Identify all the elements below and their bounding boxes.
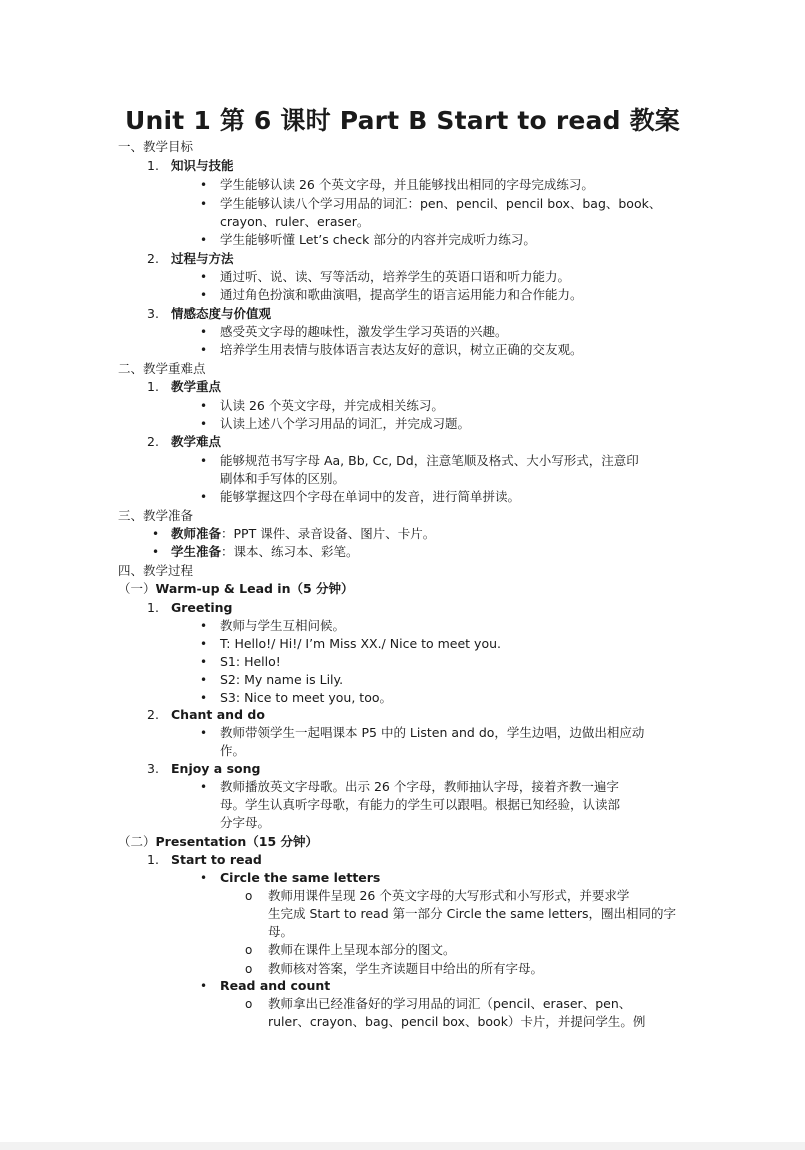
- page-title: Unit 1 第 6 课时 Part B Start to read 教案: [125, 106, 680, 135]
- bullet-icon: •: [200, 619, 208, 633]
- list-item: 通过角色扮演和歌曲演唱，提高学生的语言运用能力和合作能力。: [220, 287, 583, 302]
- bullet-icon: •: [200, 270, 208, 284]
- bullet-icon: •: [200, 197, 208, 211]
- list-number: 3.: [147, 761, 159, 776]
- subsection-time: （5 分钟）: [290, 581, 354, 596]
- list-item: 教师用课件呈现 26 个英文字母的大写形式和小写形式，并要求学: [268, 888, 630, 903]
- list-item-continued: 母。学生认真听字母歌，有能力的学生可以跟唱。根据已知经验，认读部: [220, 797, 621, 812]
- bullet-icon: •: [152, 527, 160, 541]
- list-number: 2.: [147, 251, 159, 266]
- list-item: 学生能够听懂 Let’s check 部分的内容并完成听力练习。: [220, 232, 536, 247]
- list-number: 1.: [147, 158, 159, 173]
- list-number: 1.: [147, 852, 159, 867]
- subheading-process-methods: 过程与方法: [171, 251, 234, 266]
- list-item: 认读 26 个英文字母，并完成相关练习。: [220, 398, 444, 413]
- bullet-icon: •: [200, 417, 208, 431]
- list-item-continued: 分字母。: [220, 815, 271, 830]
- section-heading-key-points: 二、教学重难点: [118, 361, 206, 376]
- list-item: 培养学生用表情与肢体语言表达友好的意识，树立正确的交友观。: [220, 342, 583, 357]
- bullet-icon: •: [200, 288, 208, 302]
- subsection-prefix: （一）: [118, 581, 156, 596]
- list-item: 教师核对答案，学生齐读题目中给出的所有字母。: [268, 961, 544, 976]
- list-item: [171, 525, 435, 543]
- list-number: 2.: [147, 707, 159, 722]
- bullet-icon: •: [200, 871, 208, 885]
- activity-circle-letters: Circle the same letters: [220, 870, 381, 885]
- section-heading-procedure: 四、教学过程: [118, 563, 194, 578]
- bullet-icon: •: [200, 399, 208, 413]
- page-bottom-edge: [0, 1142, 805, 1150]
- list-item: 教师与学生互相问候。: [220, 618, 346, 633]
- bullet-icon: •: [200, 233, 208, 247]
- circle-bullet-icon: o: [245, 943, 253, 957]
- activity-read-count: Read and count: [220, 978, 331, 993]
- subheading-attitude-values: 情感态度与价值观: [171, 306, 272, 321]
- subheading-difficulties: 教学难点: [171, 434, 222, 449]
- bullet-icon: •: [152, 545, 160, 559]
- circle-bullet-icon: o: [245, 889, 253, 903]
- bullet-icon: •: [200, 655, 208, 669]
- circle-bullet-icon: o: [245, 962, 253, 976]
- list-item-continued: ruler、crayon、bag、pencil box、book）卡片，并提问学生。例: [268, 1014, 646, 1029]
- list-item: S3: Nice to meet you, too。: [220, 690, 392, 705]
- list-item: 感受英文字母的趣味性，激发学生学习英语的兴趣。: [220, 324, 508, 339]
- list-item: T: Hello!/ Hi!/ I’m Miss XX./ Nice to meet you.: [220, 636, 501, 651]
- bullet-icon: •: [200, 780, 208, 794]
- subheading-start-to-read: Start to read: [171, 852, 262, 867]
- teacher-prep-label: 教师准备: [171, 526, 222, 541]
- bullet-icon: •: [200, 979, 208, 993]
- list-number: 3.: [147, 306, 159, 321]
- list-item: [171, 543, 359, 561]
- bullet-icon: •: [200, 343, 208, 357]
- subheading-chant: Chant and do: [171, 707, 265, 722]
- list-item: 能够规范书写字母 Aa, Bb, Cc, Dd，注意笔顺及格式、大小写形式，注意印: [220, 453, 639, 468]
- list-item: 认读上述八个学习用品的词汇，并完成习题。: [220, 416, 471, 431]
- subsection-presentation: [118, 833, 318, 851]
- list-item: S2: My name is Lily.: [220, 672, 344, 687]
- subheading-key-focus: 教学重点: [171, 379, 222, 394]
- list-item: 教师播放英文字母歌。出示 26 个字母，教师抽认字母，接着齐教一遍字: [220, 779, 619, 794]
- teacher-prep-text: ：PPT 课件、录音设备、图片、卡片。: [221, 526, 436, 541]
- list-item: 学生能够认读八个学习用品的词汇：pen、pencil、pencil box、bag、book、: [220, 196, 662, 211]
- subheading-knowledge-skills: 知识与技能: [171, 158, 234, 173]
- list-item: 教师带领学生一起唱课本 P5 中的 Listen and do，学生边唱，边做出相应动: [220, 725, 645, 740]
- bullet-icon: •: [200, 178, 208, 192]
- list-number: 1.: [147, 600, 159, 615]
- section-heading-preparation: 三、教学准备: [118, 508, 194, 523]
- list-item: 教师拿出已经准备好的学习用品的词汇（pencil、eraser、pen、: [268, 996, 632, 1011]
- list-number: 1.: [147, 379, 159, 394]
- subsection-time: （15 分钟）: [246, 834, 319, 849]
- list-item-continued: 作。: [220, 743, 246, 758]
- bullet-icon: •: [200, 325, 208, 339]
- list-item-continued: 母。: [268, 924, 294, 939]
- list-item: 教师在课件上呈现本部分的图文。: [268, 942, 456, 957]
- section-heading-objectives: 一、教学目标: [118, 139, 194, 154]
- subsection-warmup: [118, 580, 354, 598]
- circle-bullet-icon: o: [245, 997, 253, 1011]
- list-item: 学生能够认读 26 个英文字母，并且能够找出相同的字母完成练习。: [220, 177, 594, 192]
- student-prep-text: ：课本、练习本、彩笔。: [221, 544, 359, 559]
- bullet-icon: •: [200, 637, 208, 651]
- list-item: S1: Hello!: [220, 654, 281, 669]
- list-item-continued: 刷体和手写体的区别。: [220, 471, 346, 486]
- list-item: 通过听、说、读、写等活动，培养学生的英语口语和听力能力。: [220, 269, 571, 284]
- student-prep-label: 学生准备: [171, 544, 222, 559]
- list-item-continued: crayon、ruler、eraser。: [220, 214, 370, 229]
- bullet-icon: •: [200, 454, 208, 468]
- subsection-label: Presentation: [155, 834, 247, 849]
- subheading-song: Enjoy a song: [171, 761, 261, 776]
- bullet-icon: •: [200, 726, 208, 740]
- subheading-greeting: Greeting: [171, 600, 233, 615]
- bullet-icon: •: [200, 691, 208, 705]
- list-item-continued: 生完成 Start to read 第一部分 Circle the same letters，圈出相同的字: [268, 906, 676, 921]
- list-number: 2.: [147, 434, 159, 449]
- bullet-icon: •: [200, 673, 208, 687]
- subsection-label: Warm-up & Lead in: [155, 581, 291, 596]
- subsection-prefix: （二）: [118, 834, 156, 849]
- list-item: 能够掌握这四个字母在单词中的发音，进行简单拼读。: [220, 489, 521, 504]
- bullet-icon: •: [200, 490, 208, 504]
